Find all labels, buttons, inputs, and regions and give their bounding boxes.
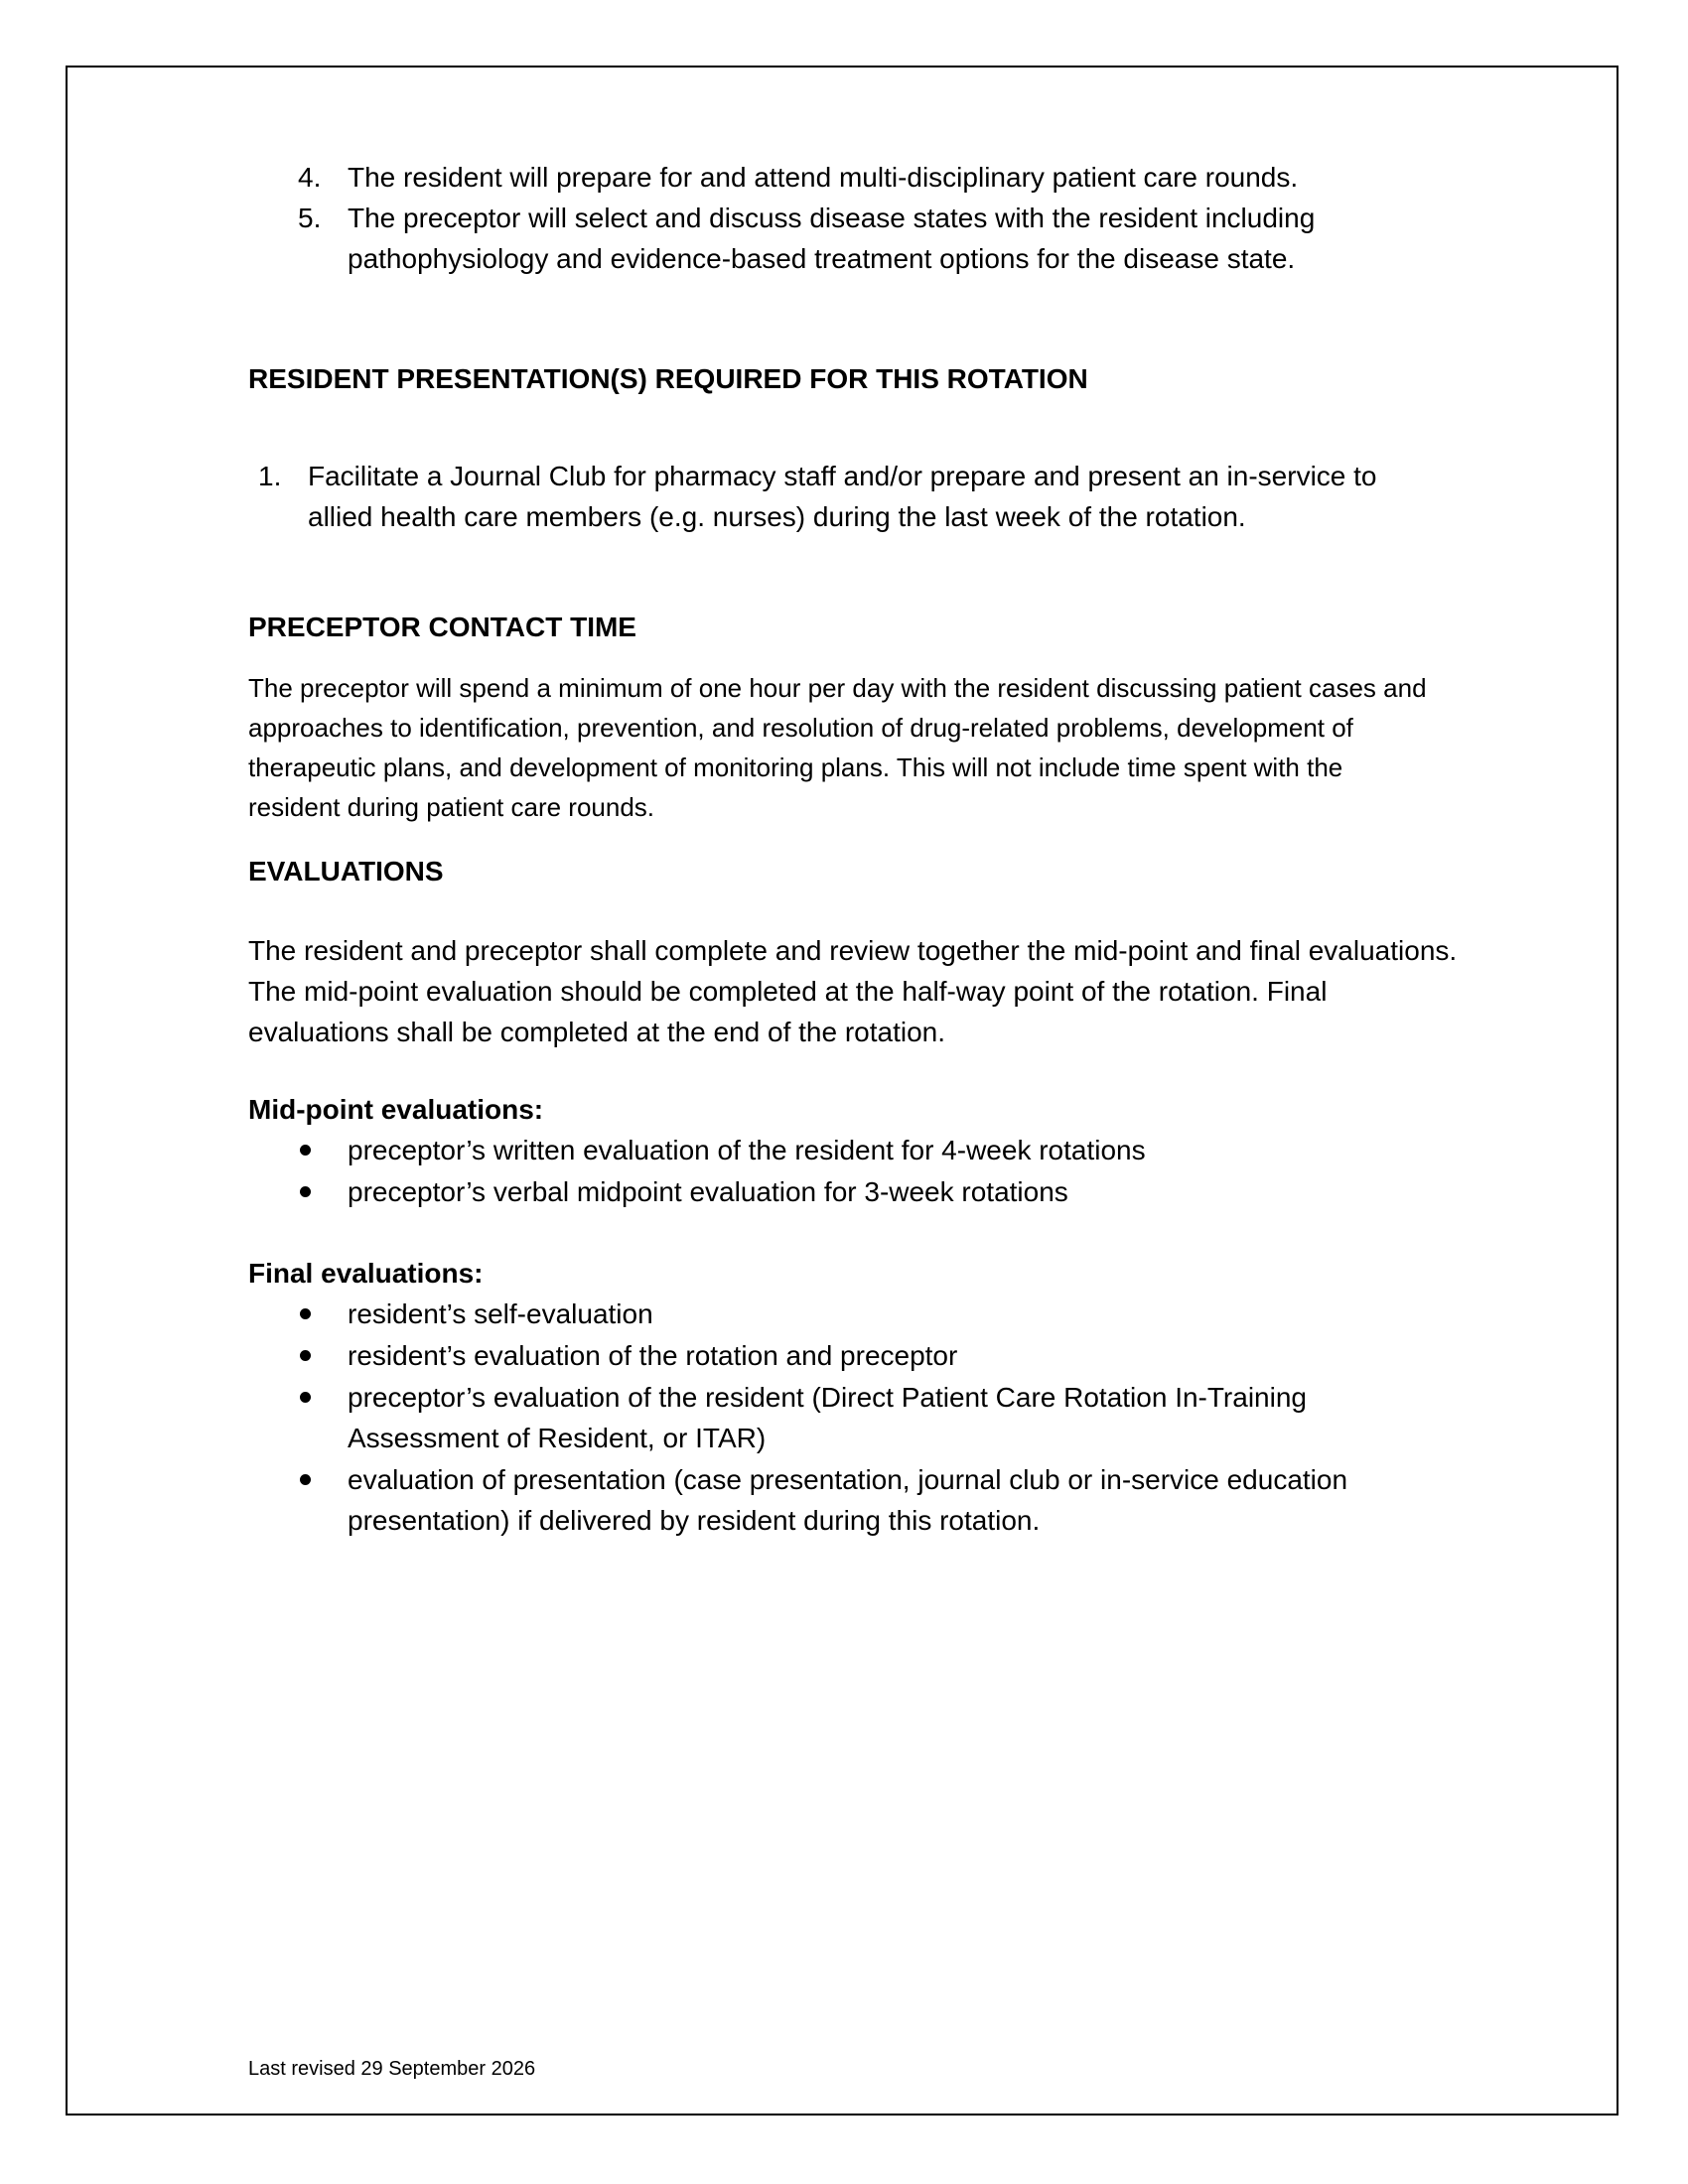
list-item: [248, 157, 1440, 198]
bullet-icon: [300, 1308, 311, 1319]
list-item-text: The resident will prepare for and attend multi-disciplinary patient care rounds.: [348, 162, 1299, 193]
list-number: 5.: [298, 203, 322, 233]
bullet-icon: [300, 1474, 311, 1485]
final-evaluations-heading: Final evaluations:: [248, 1258, 484, 1289]
contact-time-paragraph: The preceptor will spend a minimum of one hour per day with the resident discussing patient cases and approaches to identification, prevention, and resolution of drug-related problems, development of therapeutic plans, and development of monitoring plans. This will not include time spent with the resident during patient care rounds.: [248, 673, 1427, 822]
bullet-icon: [300, 1392, 311, 1403]
bullet-icon: [300, 1145, 311, 1156]
section-heading-evaluations: EVALUATIONS: [248, 856, 444, 887]
list-item-text: resident’s self-evaluation: [348, 1298, 653, 1329]
document-body: [248, 157, 1458, 1542]
list-item-text: preceptor’s written evaluation of the resident for 4-week rotations: [348, 1135, 1146, 1165]
bullet-icon: [300, 1186, 311, 1197]
list-item: [248, 1459, 1360, 1541]
list-item-text: preceptor’s verbal midpoint evaluation for 3-week rotations: [348, 1176, 1068, 1207]
objectives-list: [248, 157, 1440, 279]
list-item: [248, 1130, 1440, 1170]
midpoint-evaluations-list: [248, 1130, 1440, 1212]
list-item-text: Facilitate a Journal Club for pharmacy staff and/or prepare and present an in-service to allied health care members (e.g. nurses) during the last week of the rotation.: [308, 461, 1377, 532]
presentations-list: [248, 456, 1440, 537]
section-heading-contact-time: PRECEPTOR CONTACT TIME: [248, 612, 636, 642]
list-item-text: evaluation of presentation (case presentation, journal club or in-service education presentation) if delivered by resident during this rotation.: [348, 1464, 1348, 1536]
section-heading-presentations: RESIDENT PRESENTATION(S) REQUIRED FOR THIS ROTATION: [248, 363, 1088, 394]
list-number: 4.: [298, 162, 322, 193]
final-evaluations-list: [248, 1294, 1440, 1541]
list-item: [248, 1335, 1440, 1376]
list-item: [248, 1294, 1440, 1334]
list-number: 1.: [258, 461, 282, 491]
footer-revision-date: Last revised 29 September 2026: [248, 2058, 536, 2080]
bullet-icon: [300, 1350, 311, 1361]
list-item-text: resident’s evaluation of the rotation and preceptor: [348, 1340, 958, 1371]
list-item: [248, 1377, 1440, 1458]
list-item: [248, 198, 1499, 279]
list-item: [248, 1171, 1440, 1212]
list-item-text: preceptor’s evaluation of the resident (Direct Patient Care Rotation In-Training Assessment of Resident, or ITAR): [348, 1382, 1307, 1453]
list-item-text: The preceptor will select and discuss disease states with the resident including pathophysiology and evidence-based treatment options for the disease state.: [348, 203, 1316, 274]
evaluations-paragraph: The resident and preceptor shall complete and review together the mid-point and final evaluations. The mid-point evaluation should be completed at the half-way point of the rotation. Final evaluations shall be completed at the end of the rotation.: [248, 935, 1458, 1047]
midpoint-evaluations-heading: Mid-point evaluations:: [248, 1094, 544, 1125]
list-item: [248, 456, 1410, 537]
